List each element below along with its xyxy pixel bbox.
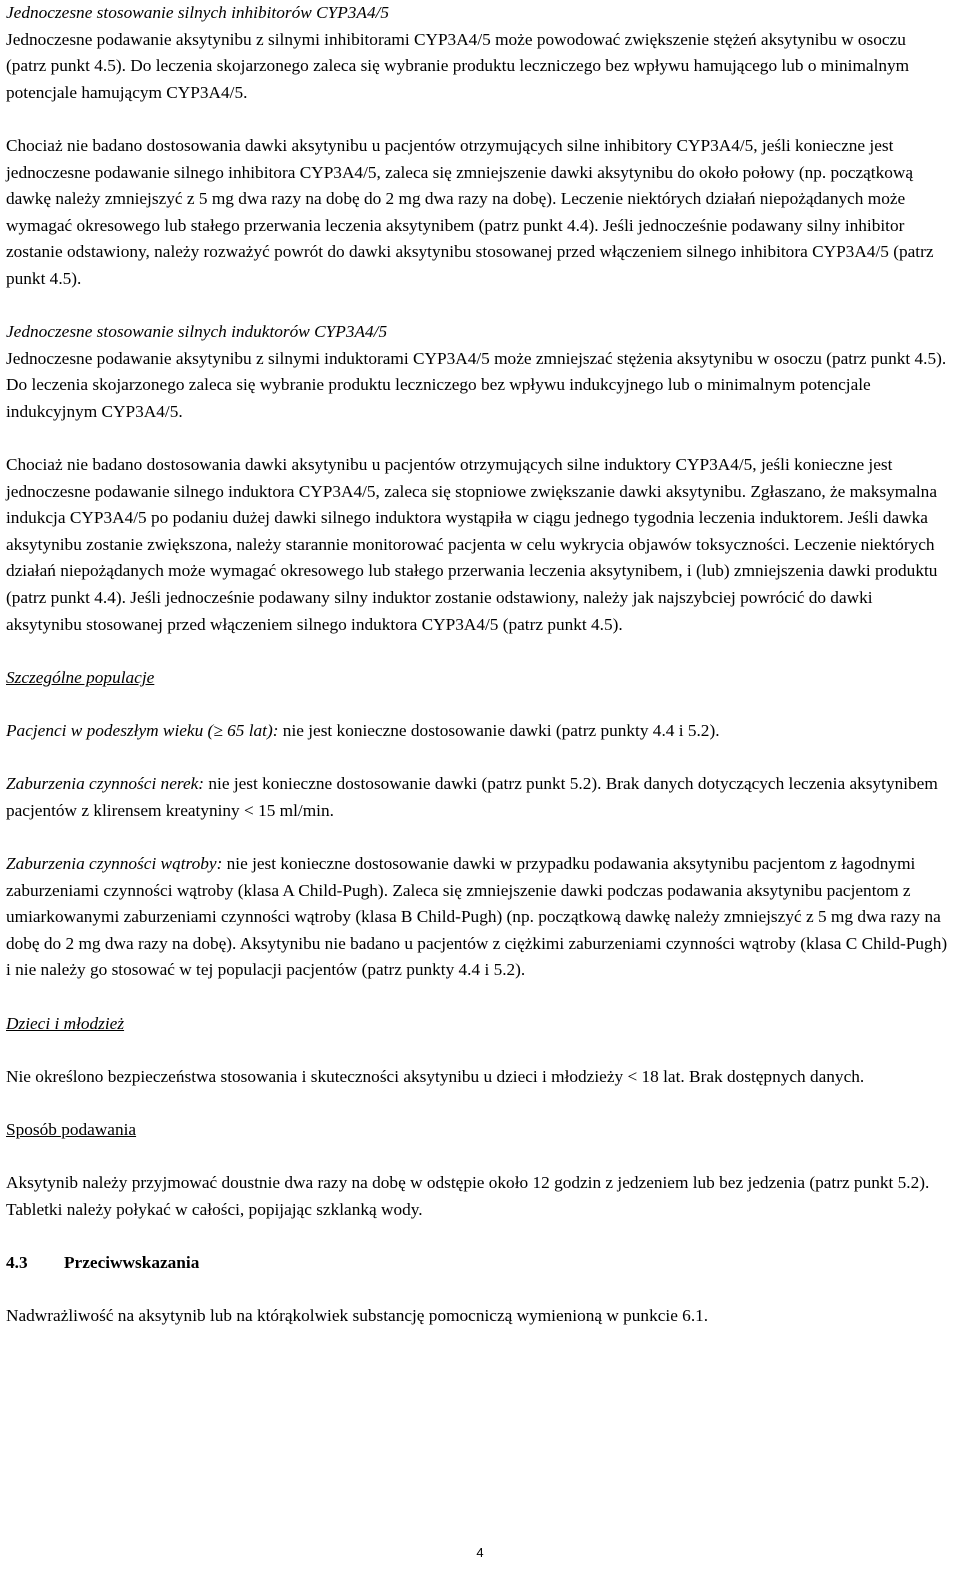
elderly-label: Pacjenci w podeszłym wieku (≥ 65 lat): xyxy=(6,721,279,741)
inhibitors-paragraph-2: Chociaż nie badano dostosowania dawki aksytynibu u pacjentów otrzymujących silne inhibitory CYP3A4/5, jeśli konieczne jest jednoczesne podawanie silnego inhibitora CYP3A4/5, zaleca się zmniejszenie dawki aksytynibu do około połowy (np. początkową dawkę należy zmniejszyć z 5 mg dwa razy na dobę do 2 mg dwa razy na dobę). Leczenie niektórych działań niepożądanych może wymagać okresowego lub stałego przerwania leczenia aksytynibem (patrz punkt 4.4). Jeśli jednocześnie podawany silny inhibitor zostanie odstawiony, należy rozważyć powrót do dawki aksytynibu stosowanej przed włączeniem silnego inhibitora CYP3A4/5 (patrz punkt 4.5). xyxy=(6,135,934,288)
special-populations-heading: Szczególne populacje xyxy=(6,667,155,687)
inhibitors-paragraph-1: Jednoczesne podawanie aksytynibu z silnymi inhibitorami CYP3A4/5 może powodować zwiększenie stężeń aksytynibu w osoczu (patrz punkt 4.5). Do leczenia skojarzonego zaleca się wybranie produktu leczniczego bez wpływu hamującego lub o minimalnym potencjale hamującym CYP3A4/5. xyxy=(6,29,910,102)
contraindications-heading xyxy=(6,1250,950,1277)
elderly-text: nie jest konieczne dostosowanie dawki (patrz punkty 4.4 i 5.2). xyxy=(278,721,720,741)
inducers-paragraph-1: Jednoczesne podawanie aksytynibu z silnymi induktorami CYP3A4/5 może zmniejszać stężenia aksytynibu w osoczu (patrz punkt 4.5). Do leczenia skojarzonego zaleca się wybranie produktu leczniczego bez wpływu indukcyjnego lub o minimalnym potencjale indukcyjnym CYP3A4/5. xyxy=(6,348,947,421)
section-number: 4.3 xyxy=(6,1252,28,1272)
renal-paragraph xyxy=(6,771,950,824)
administration-paragraph: Aksytynib należy przyjmować doustnie dwa razy na dobę w odstępie około 12 godzin z jedzeniem lub bez jedzenia (patrz punkt 5.2). Tabletki należy połykać w całości, popijając szklanką wody. xyxy=(6,1173,930,1219)
renal-text: nie jest konieczne dostosowanie dawki (patrz punkt 5.2). Brak danych dotyczących leczenia aksytynibem pacjentów z klirensem kreatyniny < 15 ml/min. xyxy=(6,774,938,820)
children-heading: Dzieci i młodzież xyxy=(6,1013,125,1033)
elderly-paragraph xyxy=(6,718,950,745)
hepatic-paragraph xyxy=(6,851,950,984)
renal-label: Zaburzenia czynności nerek: xyxy=(6,774,205,794)
hepatic-label: Zaburzenia czynności wątroby: xyxy=(6,854,223,873)
document-page xyxy=(6,0,950,1330)
inhibitors-heading: Jednoczesne stosowanie silnych inhibitorów CYP3A4/5 xyxy=(6,3,390,22)
hepatic-text: nie jest konieczne dostosowanie dawki w przypadku podawania aksytynibu pacjentom z łagodnymi zaburzeniami czynności wątroby (klasa A Child-Pugh). Zaleca się zmniejszenie dawki podczas podawania aksytynibu pacjentom z umiarkowanymi zaburzeniami czynności wątroby (klasa B Child-Pugh) (np. początkową dawkę należy zmniejszyć z 5 mg dwa razy na dobę do 2 mg dwa razy na dobę). Aksytynibu nie badano u pacjentów z ciężkimi zaburzeniami czynności wątroby (klasa C Child-Pugh) i nie należy go stosować w tej populacji pacjentów (patrz punkty 4.4 i 5.2). xyxy=(6,854,948,980)
inducers-paragraph-2: Chociaż nie badano dostosowania dawki aksytynibu u pacjentów otrzymujących silne induktory CYP3A4/5, jeśli konieczne jest jednoczesne podawanie silnego induktora CYP3A4/5, zaleca się stopniowe zwiększanie dawki aksytynibu. Zgłaszano, że maksymalna indukcja CYP3A4/5 po podaniu dużej dawki silnego induktora wystąpiła w ciągu jednego tygodnia leczenia induktorem. Jeśli dawka aksytynibu zostanie zwiększona, należy starannie monitorować pacjenta w celu wykrycia objawów toksyczności. Leczenie niektórych działań niepożądanych może wymagać okresowego lub stałego przerwania leczenia aksytynibem, i (lub) zmniejszenia dawki produktu (patrz punkt 4.4). Jeśli jednocześnie podawany silny induktor zostanie odstawiony, należy jak najszybciej powrócić do dawki aksytynibu stosowanej przed włączeniem silnego induktora CYP3A4/5 (patrz punkt 4.5). xyxy=(6,455,938,634)
inducers-heading: Jednoczesne stosowanie silnych induktorów CYP3A4/5 xyxy=(6,322,388,342)
section-title: Przeciwwskazania xyxy=(64,1252,200,1272)
children-paragraph: Nie określono bezpieczeństwa stosowania i skuteczności aksytynibu u dzieci i młodzieży < 18 lat. Brak dostępnych danych. xyxy=(6,1066,865,1086)
administration-heading: Sposób podawania xyxy=(6,1119,137,1139)
contraindications-paragraph: Nadwrażliwość na aksytynib lub na którąkolwiek substancję pomocniczą wymienioną w punkcie 6.1. xyxy=(6,1306,709,1326)
page-number: 4 xyxy=(476,1545,484,1560)
